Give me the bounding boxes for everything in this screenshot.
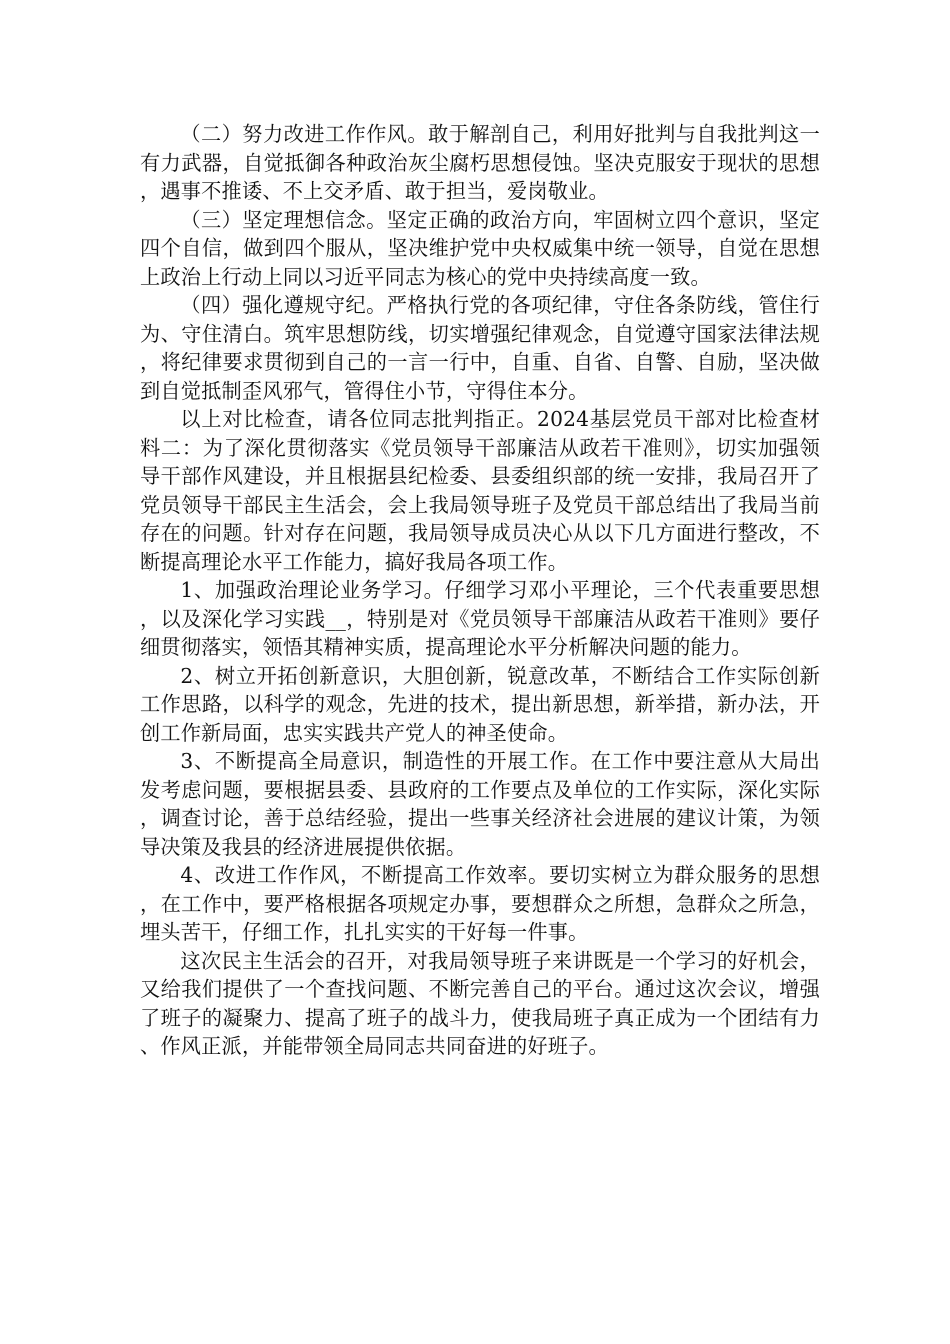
paragraph-item-1-theory-study: 1、加强政治理论业务学习。仔细学习邓小平理论，三个代表重要思想，以及深化学习实践__，特别是对《党员领导干部廉洁从政若干准则》要仔细贯彻落实，领悟其精神实质，提高理论水平分析解决问题的能力。 xyxy=(140,578,820,659)
paragraph-conclusion: 这次民主生活会的召开，对我局领导班子来讲既是一个学习的好机会，又给我们提供了一个查找问题、不断完善自己的平台。通过这次会议，增强了班子的凝聚力、提高了班子的战斗力，使我局班子真正成为一个团结有力、作风正派，并能带领全局同志共同奋进的好班子。 xyxy=(140,948,820,1058)
paragraph-item-2-innovation: 2、树立开拓创新意识，大胆创新，锐意改革，不断结合工作实际创新工作思路，以科学的观念，先进的技术，提出新思想，新举措，新办法，开创工作新局面，忠实实践共产党人的神圣使命。 xyxy=(140,663,820,745)
document-body xyxy=(140,120,820,1061)
paragraph-discipline: （四）强化遵规守纪。严格执行党的各项纪律，守住各条防线，管住行为、守住清白。筑牢思想防线，切实增强纪律观念，自觉遵守国家法律法规，将纪律要求贯彻到自己的一言一行中，自重、自省、自警、自励，坚决做到自觉抵制歪风邪气，管得住小节，守得住本分。 xyxy=(140,293,820,403)
paragraph-firm-ideals: （三）坚定理想信念。坚定正确的政治方向，牢固树立四个意识，坚定四个自信，做到四个服从，坚决维护党中央权威集中统一领导，自觉在思想上政治上行动上同以习近平同志为核心的党中央持续高度一致。 xyxy=(140,207,820,289)
paragraph-improve-work-style: （二）努力改进工作作风。敢于解剖自己，利用好批判与自我批判这一有力武器，自觉抵御各种政治灰尘腐朽思想侵蚀。坚决克服安于现状的思想，遇事不推诿、不上交矛盾、敢于担当，爱岗敬业。 xyxy=(140,122,820,203)
paragraph-item-4-work-efficiency: 4、改进工作作风，不断提高工作效率。要切实树立为群众服务的思想，在工作中，要严格根据各项规定办事，要想群众之所想，急群众之所急，埋头苦干，仔细工作，扎扎实实的干好每一件事。 xyxy=(140,863,820,944)
paragraph-review-material-two: 以上对比检查，请各位同志批判指正。2024基层党员干部对比检查材料二：为了深化贯彻落实《党员领导干部廉洁从政若干准则》，切实加强领导干部作风建设，并且根据县纪检委、县委组织部的统一安排，我局召开了党员领导干部民主生活会，会上我局领导班子及党员干部总结出了我局当前存在的问题。针对存在问题，我局领导成员决心从以下几方面进行整改，不断提高理论水平工作能力，搞好我局各项工作。 xyxy=(140,407,820,574)
paragraph-item-3-overall-awareness: 3、不断提高全局意识，制造性的开展工作。在工作中要注意从大局出发考虑问题，要根据县委、县政府的工作要点及单位的工作实际，深化实际，调查讨论，善于总结经验，提出一些事关经济社会进展的建议计策，为领导决策及我县的经济进展提供依据。 xyxy=(140,749,820,859)
